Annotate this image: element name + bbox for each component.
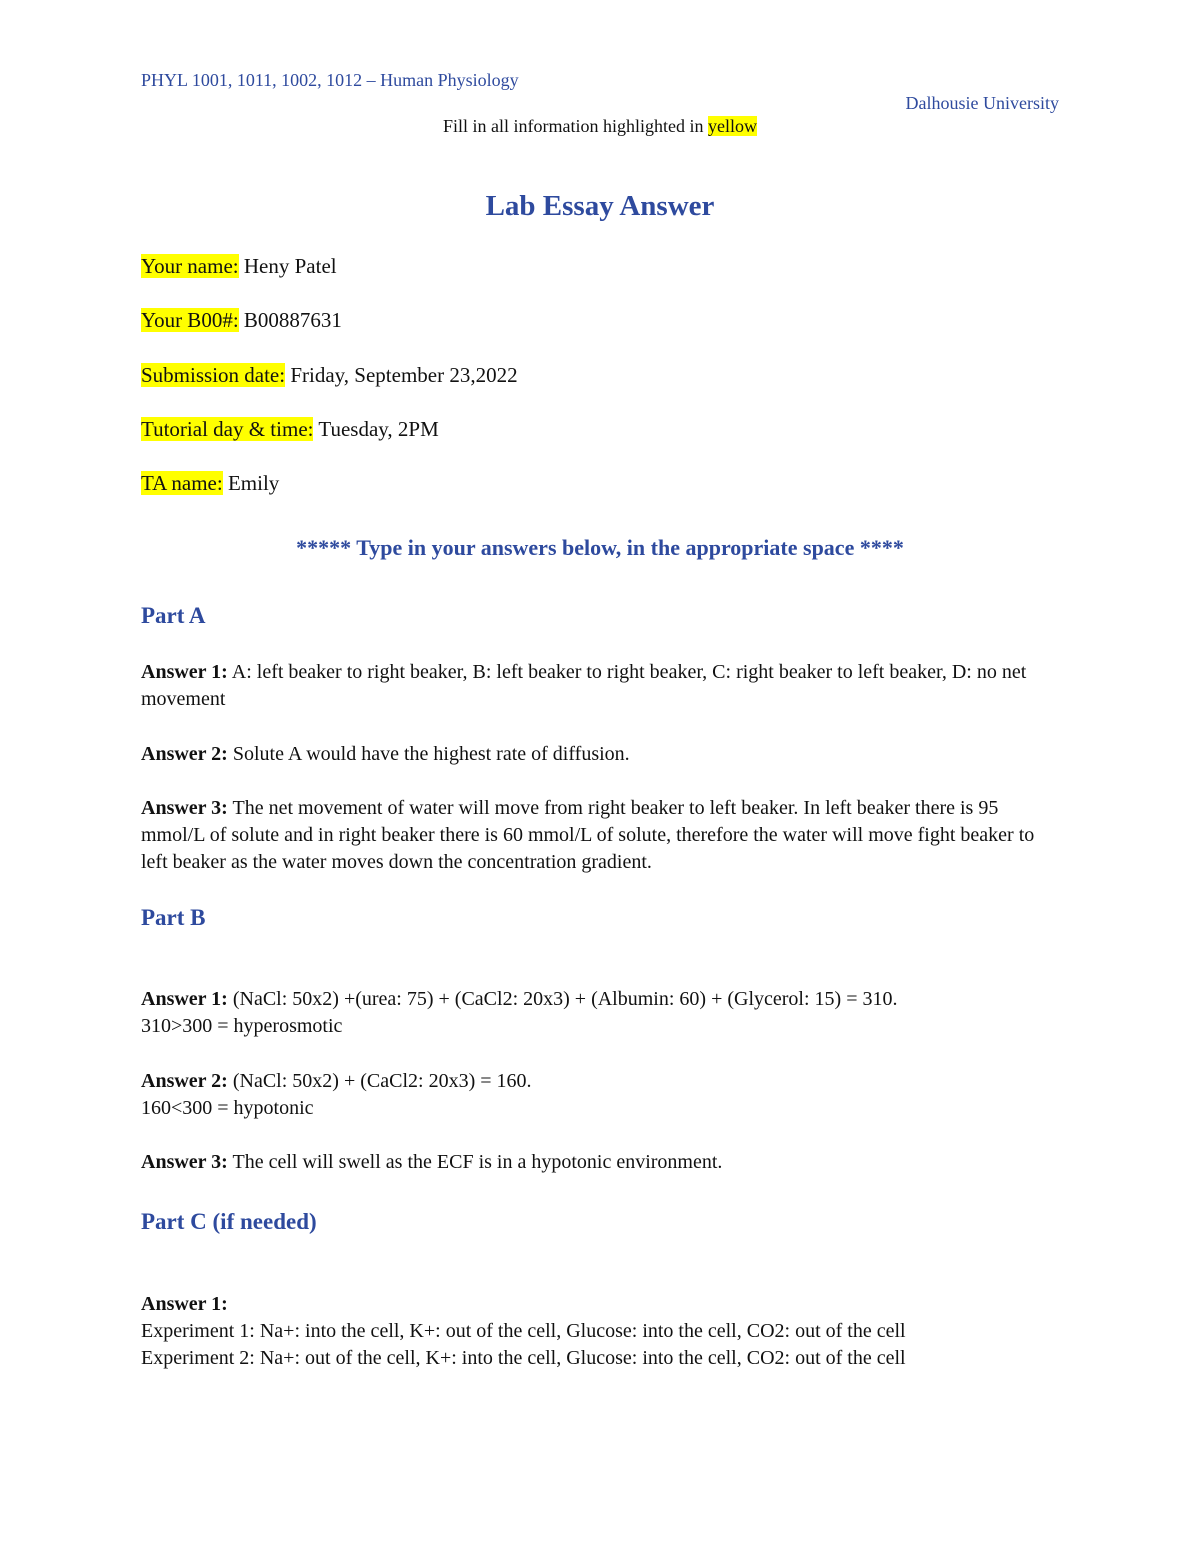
experiment-1-text: Experiment 1: Na+: into the cell, K+: out of the cell, Glucose: into the cell, CO2: out of the cell: [141, 1320, 906, 1342]
answer-label: Answer 3:: [141, 797, 228, 819]
answer-instruction: ***** Type in your answers below, in the appropriate space ****: [296, 535, 904, 560]
part-a-answer-2: [141, 741, 1061, 768]
part-a-answer-1: [141, 659, 1061, 713]
field-value: Friday, September 23,2022: [285, 363, 518, 387]
field-label: Submission date:: [141, 363, 286, 387]
field-value: B00887631: [238, 308, 342, 332]
part-b-heading: Part B: [141, 905, 206, 930]
answer-text: 160<300 = hypotonic: [141, 1097, 314, 1119]
field-label: Your B00#:: [141, 308, 239, 332]
part-b-answer-2: [141, 1068, 1061, 1122]
fill-instruction: [0, 116, 1200, 137]
field-submission-date: [141, 363, 518, 388]
page-title: Lab Essay Answer: [485, 190, 715, 222]
fill-instruction-text: Fill in all information highlighted in: [443, 116, 708, 136]
part-a-answer-3: [141, 795, 1061, 876]
field-value: Emily: [222, 471, 280, 495]
answer-text: (NaCl: 50x2) +(urea: 75) + (CaCl2: 20x3) + (Albumin: 60) + (Glycerol: 15) = 310.: [227, 988, 898, 1010]
answer-text: Solute A would have the highest rate of diffusion.: [227, 743, 630, 765]
field-label: TA name:: [141, 471, 223, 495]
university-name: Dalhousie University: [905, 93, 1059, 113]
field-value: Tuesday, 2PM: [313, 417, 439, 441]
experiment-2-text: Experiment 2: Na+: out of the cell, K+: into the cell, Glucose: into the cell, CO2: out of the cell: [141, 1347, 906, 1369]
answer-label: Answer 1:: [141, 1293, 228, 1315]
answer-label: Answer 3:: [141, 1151, 228, 1173]
fill-instruction-highlight: yellow: [707, 116, 757, 136]
part-b-answer-3: [141, 1149, 1061, 1176]
answer-label: Answer 2:: [141, 743, 228, 765]
field-value: Heny Patel: [238, 254, 337, 278]
field-tutorial: [141, 417, 439, 442]
answer-label: Answer 1:: [141, 988, 228, 1010]
part-c-heading: Part C (if needed): [141, 1209, 317, 1234]
field-label: Your name:: [141, 254, 239, 278]
part-c-answer-1: [141, 1291, 1061, 1372]
field-ta-name: [141, 471, 279, 496]
answer-text: The net movement of water will move from right beaker to left beaker. In left beaker there is 95 mmol/L of solute and in right beaker there is 60 mmol/L of solute, therefore the water will move fight beaker to left beaker as the water moves down the concentration gradient.: [141, 797, 1035, 873]
field-b00: [141, 308, 342, 333]
answer-text: (NaCl: 50x2) + (CaCl2: 20x3) = 160.: [227, 1070, 532, 1092]
field-label: Tutorial day & time:: [141, 417, 314, 441]
part-b-answer-1: [141, 986, 1061, 1040]
answer-text: The cell will swell as the ECF is in a hypotonic environment.: [227, 1151, 723, 1173]
field-name: [141, 254, 337, 279]
part-a-heading: Part A: [141, 603, 206, 628]
course-header: PHYL 1001, 1011, 1002, 1012 – Human Physiology: [141, 70, 519, 90]
answer-label: Answer 2:: [141, 1070, 228, 1092]
answer-text: A: left beaker to right beaker, B: left beaker to right beaker, C: right beaker to left beaker, D: no net movement: [141, 661, 1027, 710]
answer-label: Answer 1:: [141, 661, 228, 683]
answer-text: 310>300 = hyperosmotic: [141, 1015, 343, 1037]
